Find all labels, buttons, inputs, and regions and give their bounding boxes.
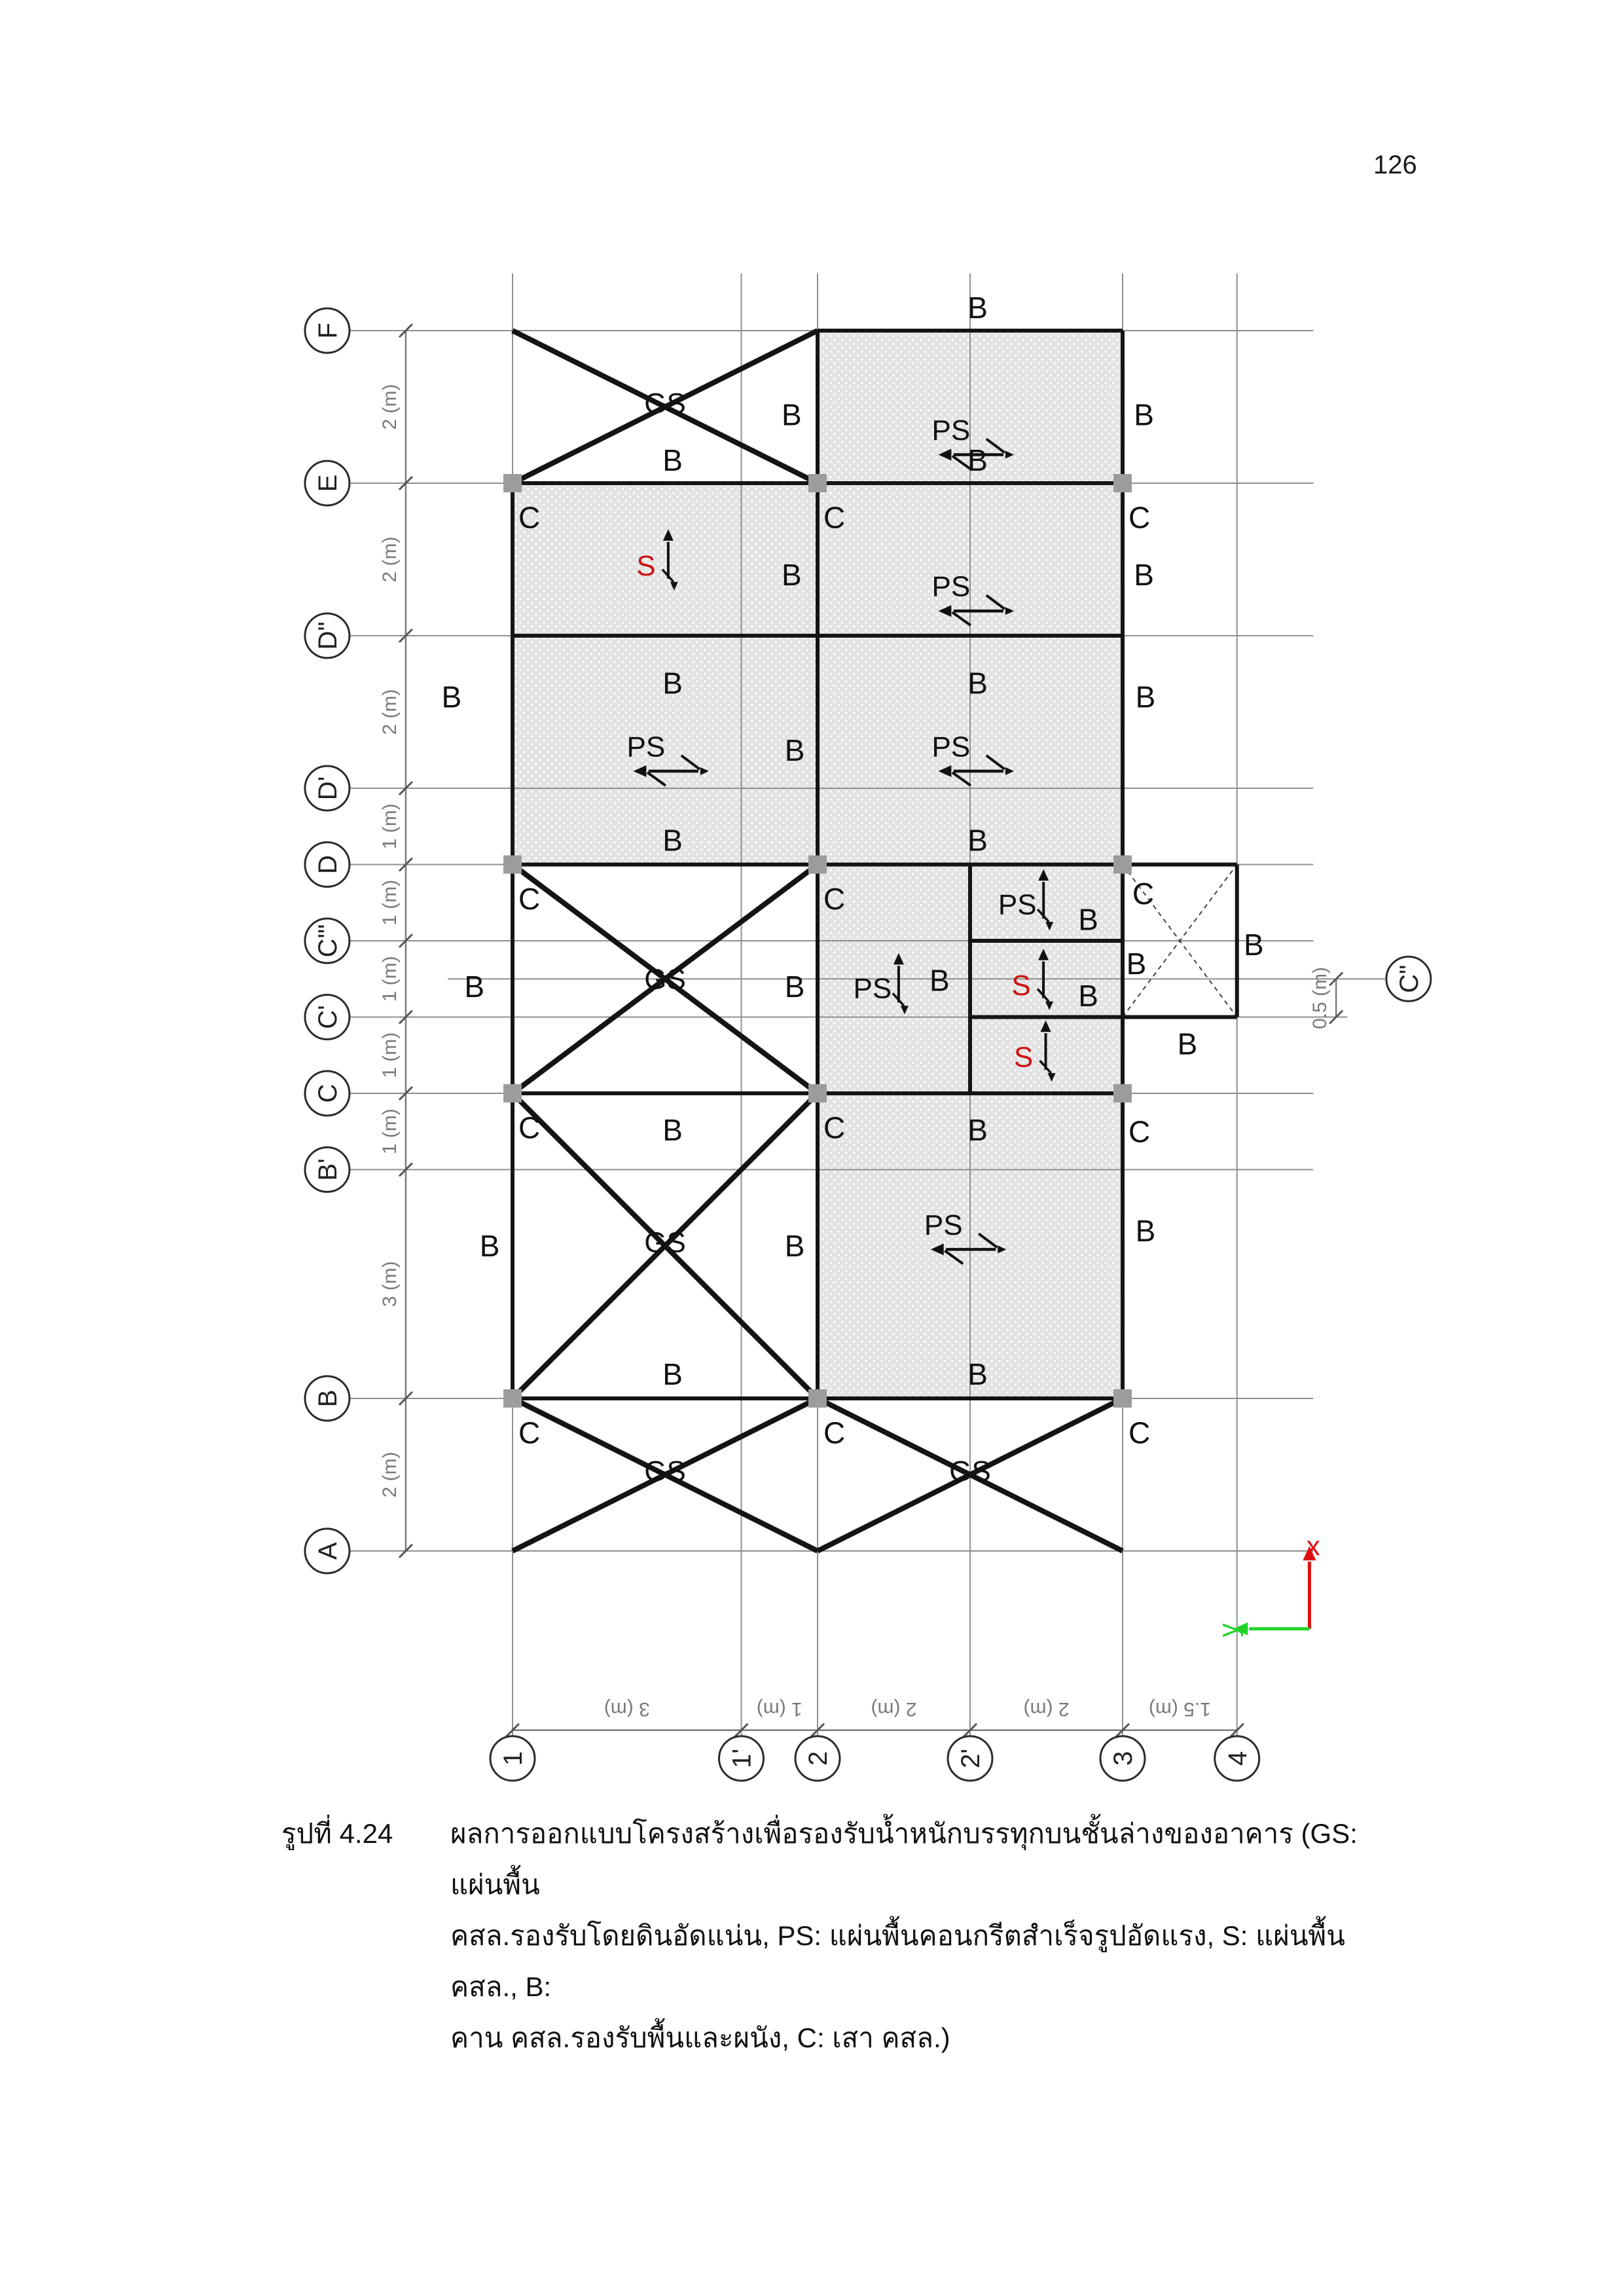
caption-line: คาน คสล.รองรับพื้นและผนัง, C: เสา คสล.) <box>450 2022 950 2053</box>
column-label-text: C <box>1132 876 1155 911</box>
beam-label: B <box>441 680 462 714</box>
column-label-text: C <box>518 1110 541 1145</box>
row-dimension-text: 2 (m) <box>378 689 401 735</box>
beam-label: B <box>1126 947 1147 981</box>
right-row-label-text: C" <box>1394 964 1424 993</box>
right-dimension-text: 0.5 (m) <box>1309 966 1331 1029</box>
beam-label: B <box>967 666 988 701</box>
beam-label: B <box>1134 397 1154 432</box>
column-marker <box>1113 1389 1132 1408</box>
ground-slab-label: GS <box>644 963 686 996</box>
row-label-text: C <box>313 1084 342 1103</box>
ps-slab-label: PS <box>931 414 971 446</box>
row-dimension-text: 3 (m) <box>378 1261 401 1307</box>
column-dimension-text: 2 (m) <box>1023 1698 1070 1720</box>
column-label-text: 2 <box>804 1751 833 1766</box>
beam-label: B <box>662 443 683 478</box>
ps-slab-label: PS <box>998 888 1037 921</box>
column-label-text: 1' <box>727 1748 757 1768</box>
column-marker <box>808 1084 827 1102</box>
beam-label: B <box>662 666 683 701</box>
page-number: 126 <box>1373 151 1417 179</box>
beam-label: B <box>662 823 683 858</box>
column-label-text: C <box>1128 1114 1151 1149</box>
caption-line: ผลการออกแบบโครงสร้างเพื่อรองรับน้ำหนักบรรทุกบนชั้นล่างของอาคาร (GS: แผ่นพื้น <box>450 1818 1358 1900</box>
column-label-text: 4 <box>1223 1751 1252 1766</box>
column-label-text: C <box>823 882 846 917</box>
column-marker <box>503 1389 522 1408</box>
beam-label: B <box>1078 902 1098 937</box>
beam-label: B <box>1177 1027 1198 1061</box>
column-marker <box>808 474 827 492</box>
y-axis-label: y <box>1212 1623 1244 1637</box>
row-label-text: E <box>313 474 342 492</box>
ground-slab-label: GS <box>644 1226 686 1259</box>
ground-slab-label: GS <box>644 388 686 420</box>
row-dimension-text: 2 (m) <box>378 384 401 430</box>
beam-label: B <box>662 1113 683 1148</box>
caption-line: คสล.รองรับโดยดินอัดแน่น, PS: แผ่นพื้นคอนกรีตสำเร็จรูปอัดแรง, S: แผ่นพื้น คสล., B: <box>450 1920 1345 2002</box>
column-marker <box>1113 856 1132 874</box>
beam-label: B <box>1244 927 1264 962</box>
beam-label: B <box>782 557 802 592</box>
figure-label: รูปที่ 4.24 <box>281 1818 393 1849</box>
column-marker <box>503 856 522 874</box>
beam-label: B <box>662 1357 683 1391</box>
row-label-text: D" <box>313 621 342 650</box>
ground-slab-label: GS <box>949 1455 991 1488</box>
row-dimension-text: 2 (m) <box>378 536 401 583</box>
row-label-text: F <box>313 322 342 339</box>
ground-slab-label: GS <box>644 1455 686 1488</box>
beam-label: B <box>1134 557 1154 592</box>
column-label-text: C <box>823 500 846 535</box>
axes-icon <box>1233 1546 1316 1635</box>
beam-label: B <box>1078 978 1098 1013</box>
x-axis-label: x <box>1306 1530 1320 1561</box>
column-label-text: C <box>1128 500 1151 535</box>
beam-label: B <box>784 733 805 767</box>
row-dimension-text: 1 (m) <box>378 956 401 1002</box>
beam-label: B <box>782 397 802 432</box>
column-marker <box>503 474 522 492</box>
column-label-text: 2' <box>956 1748 985 1768</box>
row-label-text: D <box>313 855 342 874</box>
beam-label: B <box>479 1229 500 1264</box>
s-slab-label: S <box>636 550 656 583</box>
beam-label: B <box>1135 680 1156 714</box>
column-marker <box>503 1084 522 1102</box>
ps-slab-label: PS <box>931 570 971 603</box>
column-marker <box>1113 474 1132 492</box>
s-slab-label: S <box>1011 969 1031 1002</box>
row-label-text: C'" <box>313 924 342 958</box>
figure-caption-text <box>450 1808 1399 2064</box>
column-marker <box>1113 1084 1132 1102</box>
beam-label: B <box>929 963 950 998</box>
column-dimension-text: 3 (m) <box>604 1698 650 1720</box>
column-marker <box>808 1389 827 1408</box>
ps-slab-label: PS <box>853 972 892 1005</box>
row-dimension-text: 1 (m) <box>378 879 401 926</box>
column-label-text: C <box>518 1415 541 1450</box>
row-label-text: C' <box>313 1005 342 1029</box>
column-label-text: 3 <box>1109 1751 1138 1766</box>
ps-slab-label: PS <box>924 1209 963 1241</box>
column-label-text: 1 <box>499 1751 528 1766</box>
beam-label: B <box>967 1113 988 1148</box>
beam-label: B <box>967 291 988 325</box>
ps-slab-label: PS <box>931 731 971 763</box>
row-dimension-text: 1 (m) <box>378 1032 401 1078</box>
row-label-text: B' <box>313 1158 342 1181</box>
column-label-text: C <box>823 1110 846 1145</box>
row-label-text: A <box>313 1542 342 1560</box>
row-dimension-text: 1 (m) <box>378 1108 401 1155</box>
s-slab-label: S <box>1013 1041 1034 1074</box>
row-dimension-text: 2 (m) <box>378 1451 401 1498</box>
row-dimension-text: 1 (m) <box>378 803 401 850</box>
column-dimension-text: 1 (m) <box>756 1698 803 1720</box>
beam-label: B <box>1135 1213 1156 1248</box>
ps-slab-label: PS <box>626 731 666 763</box>
column-marker <box>808 856 827 874</box>
column-label-text: C <box>823 1415 846 1450</box>
beam-label: B <box>967 1357 988 1391</box>
beam-label: B <box>784 970 805 1004</box>
column-label-text: C <box>1128 1415 1151 1450</box>
beam-label: B <box>784 1229 805 1264</box>
column-dimension-text: 2 (m) <box>871 1698 917 1720</box>
figure-caption <box>281 1808 1399 2064</box>
row-label-text: B <box>313 1389 342 1408</box>
beam-label: B <box>967 823 988 858</box>
column-label-text: C <box>518 500 541 535</box>
beam-label: B <box>464 970 485 1004</box>
beam-label: B <box>967 443 988 478</box>
row-label-text: D' <box>313 776 342 801</box>
column-label-text: C <box>518 882 541 917</box>
column-dimension-text: 1.5 (m) <box>1148 1698 1211 1720</box>
